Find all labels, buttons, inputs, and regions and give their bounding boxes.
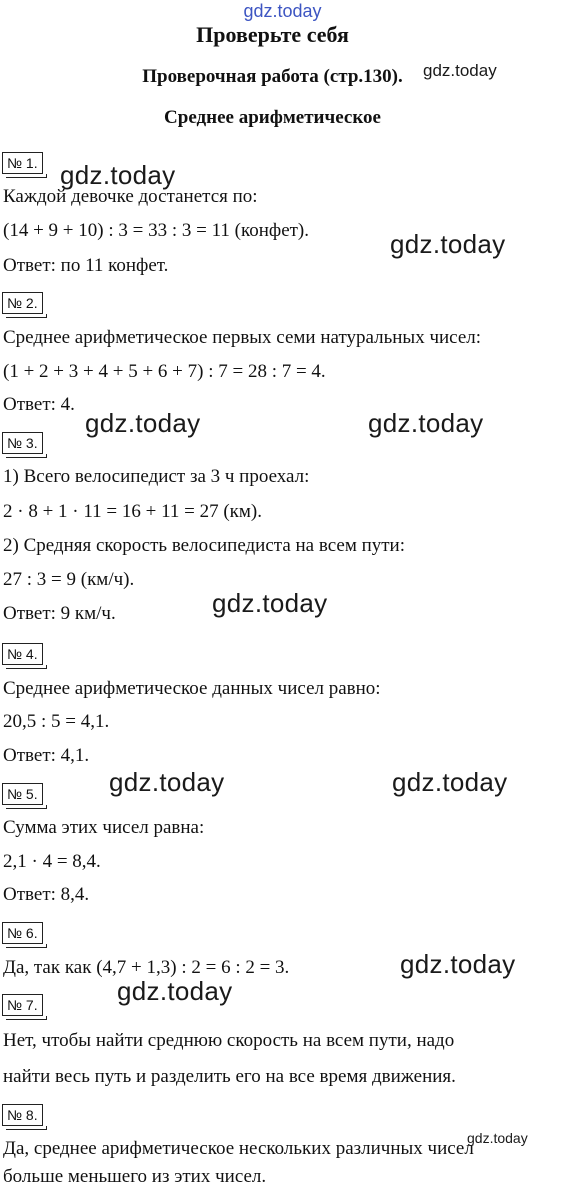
watermark: gdz.today	[60, 160, 176, 190]
watermark: gdz.today	[400, 949, 516, 979]
task-3-line-5: Ответ: 9 км/ч.	[3, 603, 116, 624]
watermark-top: gdz.today	[243, 1, 322, 21]
task-5-line-2: 2,1 · 4 = 8,4.	[3, 851, 101, 872]
task-8-line-1: Да, среднее арифметическое нескольких различных чисел	[3, 1138, 474, 1159]
task-3-line-4: 27 : 3 = 9 (км/ч).	[3, 569, 135, 590]
task-4-line-2: 20,5 : 5 = 4,1.	[3, 711, 110, 732]
watermark: gdz.today	[390, 229, 506, 259]
task-3-line-2: 2 · 8 + 1 · 11 = 16 + 11 = 27 (км).	[3, 501, 263, 522]
watermark: gdz.today	[423, 61, 497, 80]
task-6-badge: № 6.	[2, 922, 43, 944]
section-topic: Среднее арифметическое	[164, 107, 381, 128]
task-3-line-1: 1) Всего велосипедист за 3 ч проехал:	[3, 466, 310, 487]
task-5-line-3: Ответ: 8,4.	[3, 884, 90, 905]
watermark: gdz.today	[392, 767, 508, 797]
task-1-line-2: (14 + 9 + 10) : 3 = 33 : 3 = 11 (конфет).	[3, 220, 310, 241]
task-3-line-3: 2) Средняя скорость велосипедиста на всем пути:	[3, 535, 406, 556]
task-7-badge: № 7.	[2, 994, 43, 1016]
task-2-line-1: Среднее арифметическое первых семи натуральных чисел:	[3, 327, 482, 348]
task-4-line-3: Ответ: 4,1.	[3, 745, 90, 766]
task-1-badge: № 1.	[2, 152, 43, 174]
task-5-badge: № 5.	[2, 783, 43, 805]
watermark: gdz.today	[109, 767, 225, 797]
watermark: gdz.today	[368, 408, 484, 438]
task-8-line-2: больше меньшего из этих чисел.	[3, 1166, 267, 1187]
task-1-line-1: Каждой девочке достанется по:	[3, 186, 258, 207]
task-3-badge: № 3.	[2, 432, 43, 454]
task-2-line-3: Ответ: 4.	[3, 394, 75, 415]
watermark: gdz.today	[467, 1130, 528, 1146]
watermark: gdz.today	[212, 588, 328, 618]
task-2-line-2: (1 + 2 + 3 + 4 + 5 + 6 + 7) : 7 = 28 : 7 = 4.	[3, 361, 326, 382]
watermark: gdz.today	[85, 408, 201, 438]
task-1-line-3: Ответ: по 11 конфет.	[3, 255, 169, 276]
page-title: Проверьте себя	[196, 22, 349, 47]
task-4-line-1: Среднее арифметическое данных чисел равно:	[3, 678, 381, 699]
task-6-line-1: Да, так как (4,7 + 1,3) : 2 = 6 : 2 = 3.	[3, 957, 290, 978]
watermark: gdz.today	[117, 976, 233, 1006]
page-subtitle: Проверочная работа (стр.130).	[142, 66, 403, 87]
task-7-line-2: найти весь путь и разделить его на все время движения.	[3, 1066, 456, 1087]
task-2-badge: № 2.	[2, 292, 43, 314]
task-5-line-1: Сумма этих чисел равна:	[3, 817, 205, 838]
task-8-badge: № 8.	[2, 1104, 43, 1126]
task-4-badge: № 4.	[2, 643, 43, 665]
task-7-line-1: Нет, чтобы найти среднюю скорость на всем пути, надо	[3, 1030, 455, 1051]
